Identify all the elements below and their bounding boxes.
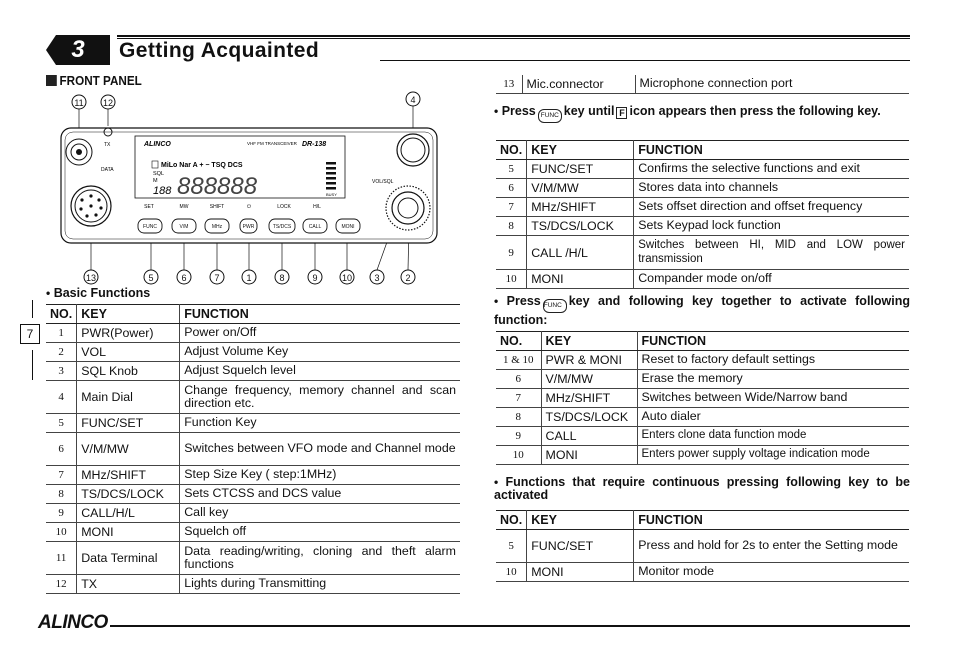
row-function: Function Key bbox=[180, 414, 460, 433]
table-row bbox=[46, 542, 460, 575]
basic-functions-title: • Basic Functions bbox=[46, 286, 151, 300]
continuous-press-table bbox=[496, 510, 909, 582]
row-key: Data Terminal bbox=[77, 542, 180, 575]
row-number: 10 bbox=[46, 523, 77, 542]
margin-tick-top bbox=[32, 300, 33, 318]
svg-text:888888: 888888 bbox=[177, 173, 258, 200]
row-number: 10 bbox=[496, 563, 527, 582]
row-number: 9 bbox=[496, 236, 527, 270]
row-number: 6 bbox=[46, 433, 77, 466]
basic-functions-table bbox=[46, 304, 460, 594]
table-row bbox=[46, 523, 460, 542]
callout-6: 6 bbox=[181, 273, 187, 283]
row-number: 9 bbox=[46, 504, 77, 523]
row-function: Sets CTCSS and DCS value bbox=[180, 485, 460, 504]
svg-text:CALL: CALL bbox=[308, 224, 322, 230]
row-number: 7 bbox=[46, 466, 77, 485]
callout-13: 13 bbox=[85, 273, 97, 283]
table-row bbox=[46, 466, 460, 485]
row-number: 5 bbox=[496, 530, 527, 563]
tx-label: TX bbox=[104, 142, 111, 148]
table-row bbox=[46, 433, 460, 466]
row-function: Press and hold for 2s to enter the Setting mode bbox=[634, 530, 909, 563]
row-function: Lights during Transmitting bbox=[180, 575, 460, 594]
svg-text:V/M: V/M bbox=[179, 224, 189, 230]
table-row bbox=[46, 504, 460, 523]
row-number: 8 bbox=[496, 217, 527, 236]
column-header: NO. bbox=[46, 305, 77, 324]
row-key: PWR & MONI bbox=[541, 351, 637, 370]
svg-text:MONI: MONI bbox=[341, 224, 355, 230]
table-row bbox=[496, 530, 909, 563]
row-key: Mic.connector bbox=[522, 75, 635, 94]
row-key: Main Dial bbox=[77, 381, 180, 414]
column-header: KEY bbox=[77, 305, 180, 324]
table-row bbox=[496, 563, 909, 582]
data-label: DATA bbox=[101, 167, 114, 173]
row-number: 8 bbox=[496, 408, 541, 427]
svg-text:SHIFT: SHIFT bbox=[209, 204, 225, 210]
row-key: TS/DCS/LOCK bbox=[541, 408, 637, 427]
row-key: FUNC/SET bbox=[527, 530, 634, 563]
row-key: CALL /H/L bbox=[527, 236, 634, 270]
row-function: Power on/Off bbox=[180, 324, 460, 343]
lcd-sql: SQL bbox=[153, 171, 165, 177]
svg-text:SET: SET bbox=[144, 204, 154, 210]
svg-text:MW: MW bbox=[179, 204, 189, 210]
row-key: CALL/H/L bbox=[77, 504, 180, 523]
header-rule-bottom bbox=[380, 60, 910, 61]
row-function: Stores data into channels bbox=[634, 179, 909, 198]
row-key: TS/DCS/LOCK bbox=[527, 217, 634, 236]
callout-10: 10 bbox=[341, 273, 353, 283]
row-key: MONI bbox=[527, 563, 634, 582]
row-number: 3 bbox=[46, 362, 77, 381]
row-key: FUNC/SET bbox=[77, 414, 180, 433]
column-header: NO. bbox=[496, 141, 527, 160]
row-key: SQL Knob bbox=[77, 362, 180, 381]
row-function: Adjust Squelch level bbox=[180, 362, 460, 381]
table-row bbox=[496, 236, 909, 270]
lcd-top-indicators: MiLo Nar A + − TSQ DCS bbox=[161, 162, 243, 169]
row-number: 5 bbox=[46, 414, 77, 433]
row-number: 10 bbox=[496, 270, 527, 289]
row-number: 2 bbox=[46, 343, 77, 362]
svg-text:FUNC: FUNC bbox=[143, 224, 157, 230]
lcd-busy: BUSY bbox=[326, 192, 337, 197]
row-number: 6 bbox=[496, 179, 527, 198]
row-function: Switches between HI, MID and LOW power transmission bbox=[634, 236, 909, 270]
callout-8: 8 bbox=[279, 273, 285, 283]
row-function: Microphone connection port bbox=[635, 75, 909, 94]
svg-text:⏻: ⏻ bbox=[247, 204, 251, 210]
column-header: KEY bbox=[527, 511, 634, 530]
chapter-number: 3 bbox=[71, 36, 85, 63]
row-number: 7 bbox=[496, 389, 541, 408]
callout-2: 2 bbox=[405, 273, 411, 283]
row-number: 9 bbox=[496, 427, 541, 446]
row-key: CALL bbox=[541, 427, 637, 446]
f-icon: F bbox=[616, 107, 627, 119]
section-continuous-press: • Functions that require continuous pressing following key to be activated bbox=[494, 475, 910, 502]
section1-text-a: Press bbox=[501, 104, 536, 118]
table-row bbox=[496, 389, 909, 408]
table-header-row bbox=[496, 511, 909, 530]
row-number: 7 bbox=[496, 198, 527, 217]
row-function: Data reading/writing, cloning and theft alarm functions bbox=[180, 542, 460, 575]
row-number: 6 bbox=[496, 370, 541, 389]
row-number: 13 bbox=[496, 75, 522, 94]
row-function: Erase the memory bbox=[637, 370, 909, 389]
table-row bbox=[46, 381, 460, 414]
func-key-icon: FUNC bbox=[543, 299, 567, 313]
column-header: NO. bbox=[496, 332, 541, 351]
row-number: 11 bbox=[46, 542, 77, 575]
section1-text-c: icon appears then press the following key. bbox=[629, 104, 881, 118]
column-header: FUNCTION bbox=[180, 305, 460, 324]
column-header: FUNCTION bbox=[634, 141, 909, 160]
margin-tick-bottom bbox=[32, 350, 33, 380]
row-key: VOL bbox=[77, 343, 180, 362]
table-row bbox=[496, 270, 909, 289]
table-row bbox=[496, 427, 909, 446]
radio-brand: ALINCO bbox=[144, 141, 171, 148]
row-function: Reset to factory default settings bbox=[637, 351, 909, 370]
svg-text:PWR: PWR bbox=[242, 224, 255, 230]
row-function: Call key bbox=[180, 504, 460, 523]
section3-text: Functions that require continuous pressing following key to be activated bbox=[494, 475, 910, 502]
table-row bbox=[496, 75, 909, 94]
footer-rule bbox=[110, 625, 910, 627]
row-function: Enters power supply voltage indication mode bbox=[637, 446, 909, 465]
row-function: Auto dialer bbox=[637, 408, 909, 427]
column-header: FUNCTION bbox=[634, 511, 909, 530]
row-key: MONI bbox=[527, 270, 634, 289]
table-row bbox=[496, 370, 909, 389]
radio-front-panel-illustration bbox=[47, 88, 457, 288]
callout-4: 4 bbox=[410, 95, 416, 105]
column-header: KEY bbox=[541, 332, 637, 351]
column-header: NO. bbox=[496, 511, 527, 530]
table-row bbox=[46, 414, 460, 433]
row-function: Sets offset direction and offset frequency bbox=[634, 198, 909, 217]
front-panel-title bbox=[46, 73, 142, 88]
section2-text-a: Press bbox=[506, 294, 541, 308]
table-row bbox=[46, 324, 460, 343]
row-function: Adjust Volume Key bbox=[180, 343, 460, 362]
row-key: MHz/SHIFT bbox=[527, 198, 634, 217]
table-row bbox=[496, 351, 909, 370]
row-function: Enters clone data function mode bbox=[637, 427, 909, 446]
func-plus-key-table bbox=[496, 331, 909, 465]
callout-12: 12 bbox=[102, 98, 114, 108]
row-key: TS/DCS/LOCK bbox=[77, 485, 180, 504]
callout-7: 7 bbox=[214, 273, 220, 283]
row-number: 12 bbox=[46, 575, 77, 594]
callout-5: 5 bbox=[148, 273, 154, 283]
column-header: FUNCTION bbox=[637, 332, 909, 351]
section1-text-b: key until bbox=[563, 104, 615, 118]
row-function: Step Size Key ( step:1MHz) bbox=[180, 466, 460, 485]
table-header-row bbox=[46, 305, 460, 324]
row-function: Squelch off bbox=[180, 523, 460, 542]
svg-text:TS/DCS: TS/DCS bbox=[272, 224, 292, 230]
row-function: Switches between VFO mode and Channel mode bbox=[180, 433, 460, 466]
table-row bbox=[46, 362, 460, 381]
chapter-badge bbox=[46, 35, 110, 65]
page-title: Getting Acquainted bbox=[119, 39, 320, 62]
row-number: 4 bbox=[46, 381, 77, 414]
row-function: Monitor mode bbox=[634, 563, 909, 582]
page-number: 7 bbox=[20, 324, 40, 344]
table-row bbox=[496, 198, 909, 217]
section2-text-b: key and following key together to activate following function: bbox=[494, 294, 910, 327]
svg-text:H/L: H/L bbox=[313, 204, 321, 210]
func-then-key-table bbox=[496, 140, 909, 289]
row-key: TX bbox=[77, 575, 180, 594]
row-key: FUNC/SET bbox=[527, 160, 634, 179]
volsql-label: VOL/SQL bbox=[372, 179, 394, 185]
table-row bbox=[496, 217, 909, 236]
table-row bbox=[46, 485, 460, 504]
row-key: V/M/MW bbox=[527, 179, 634, 198]
square-bullet-icon bbox=[46, 75, 57, 86]
column-header: KEY bbox=[527, 141, 634, 160]
basic-functions-table-continued bbox=[496, 75, 909, 94]
basic-functions-title-text: Basic Functions bbox=[53, 286, 151, 300]
row-number: 1 bbox=[46, 324, 77, 343]
row-key: V/M/MW bbox=[541, 370, 637, 389]
section-func-plus-key: • Press FUNC key and following key together to activate following function: bbox=[494, 294, 910, 327]
table-row bbox=[496, 160, 909, 179]
func-key-icon: FUNC bbox=[538, 109, 562, 123]
section-func-then-key: • Press FUNC key until F icon appears then press the following key. bbox=[494, 104, 910, 123]
front-panel-title-text: FRONT PANEL bbox=[59, 73, 142, 88]
callout-3: 3 bbox=[374, 273, 380, 283]
callout-11: 11 bbox=[74, 98, 84, 108]
table-row bbox=[496, 446, 909, 465]
row-key: MONI bbox=[77, 523, 180, 542]
svg-text:MHz: MHz bbox=[211, 224, 223, 230]
row-function: Switches between Wide/Narrow band bbox=[637, 389, 909, 408]
row-key: V/M/MW bbox=[77, 433, 180, 466]
radio-model: DR-138 bbox=[302, 141, 327, 148]
row-function: Sets Keypad lock function bbox=[634, 217, 909, 236]
lcd-m: M bbox=[153, 178, 158, 184]
row-number: 8 bbox=[46, 485, 77, 504]
row-key: MHz/SHIFT bbox=[541, 389, 637, 408]
table-header-row bbox=[496, 332, 909, 351]
table-row bbox=[496, 408, 909, 427]
lcd-channel: 188 bbox=[153, 185, 172, 197]
callout-1: 1 bbox=[246, 273, 252, 283]
radio-model-text: VHF FM TRANSCEIVER bbox=[247, 141, 297, 146]
row-number: 10 bbox=[496, 446, 541, 465]
callout-9: 9 bbox=[312, 273, 318, 283]
row-key: MHz/SHIFT bbox=[77, 466, 180, 485]
table-row bbox=[46, 575, 460, 594]
row-function: Change frequency, memory channel and scan direction etc. bbox=[180, 381, 460, 414]
row-number: 1 & 10 bbox=[496, 351, 541, 370]
row-function: Compander mode on/off bbox=[634, 270, 909, 289]
row-number: 5 bbox=[496, 160, 527, 179]
row-key: PWR(Power) bbox=[77, 324, 180, 343]
footer-logo: ALINCO bbox=[38, 612, 108, 633]
table-header-row bbox=[496, 141, 909, 160]
svg-text:LOCK: LOCK bbox=[277, 204, 291, 210]
table-row bbox=[46, 343, 460, 362]
row-function: Confirms the selective functions and exit bbox=[634, 160, 909, 179]
table-row bbox=[496, 179, 909, 198]
row-key: MONI bbox=[541, 446, 637, 465]
